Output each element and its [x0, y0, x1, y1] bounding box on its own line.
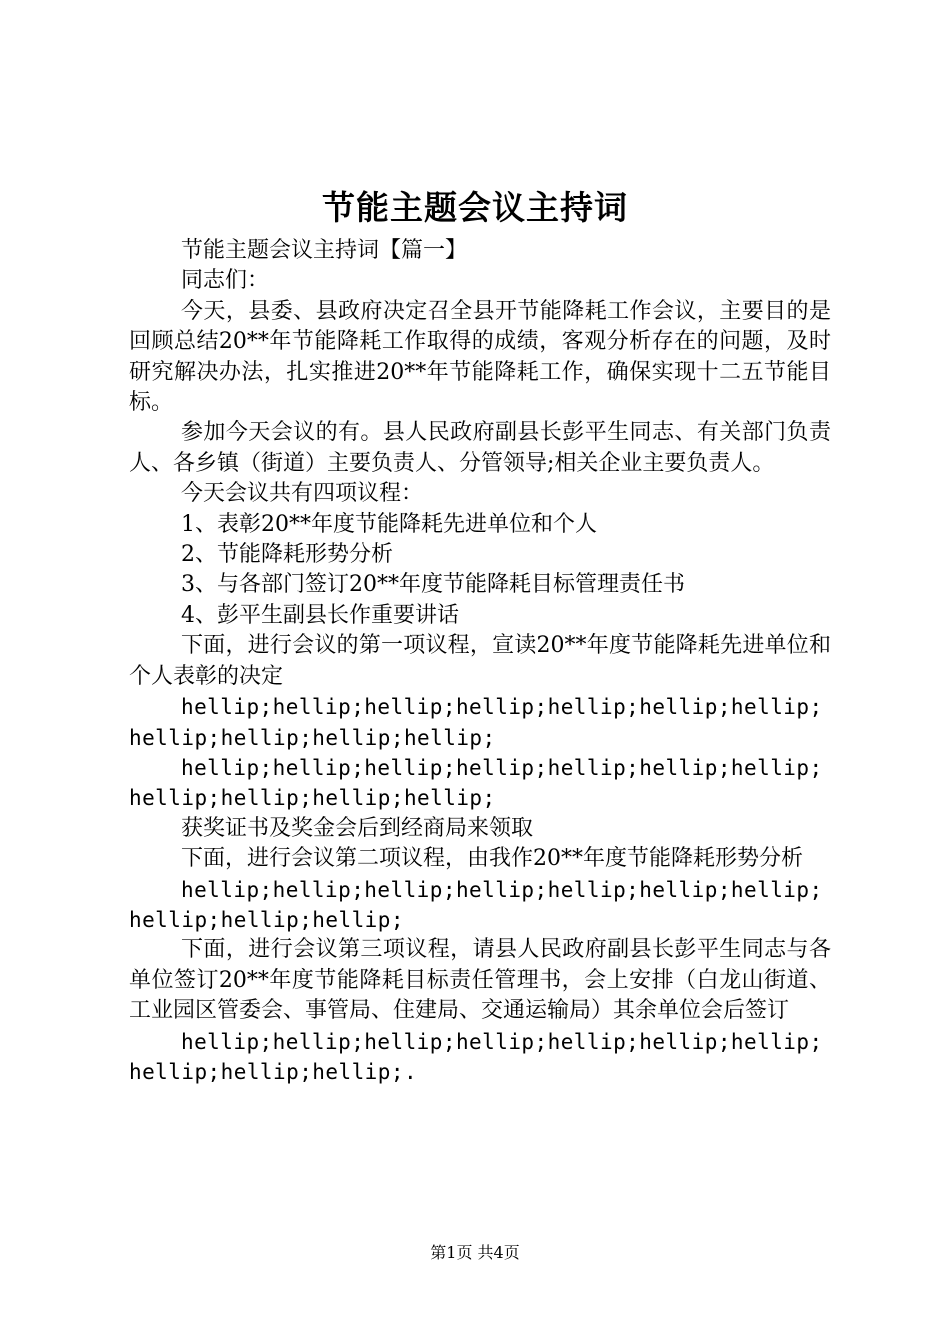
- page-footer: 第1页 共4页: [430, 1243, 520, 1262]
- paragraph-awards: 获奖证书及奖金会后到经商局来领取: [181, 815, 534, 841]
- paragraph-third-item: 下面，进行会议第三项议程，请县人民政府副县长彭平生同志与各单位签订20**年度节能降耗目标责任管理书，会上安排（白龙山街道、工业园区管委会、事管局、住建局、交通运输局）其余单位会后签订: [129, 937, 831, 1024]
- paragraph-greeting: 同志们：: [181, 268, 270, 294]
- document-body: [129, 236, 831, 1087]
- paragraph-ellipsis-4: hellip;hellip;hellip;hellip;hellip;hellip;hellip;hellip;hellip;hellip;.: [129, 1029, 823, 1084]
- agenda-item-2: 2、节能降耗形势分析: [181, 542, 393, 568]
- paragraph-second-item: 下面，进行会议第二项议程，由我作20**年度节能降耗形势分析: [181, 846, 803, 872]
- agenda-item-3: 3、与各部门签订20**年度节能降耗目标管理责任书: [181, 572, 685, 598]
- paragraph-first-item: 下面，进行会议的第一项议程，宣读20**年度节能降耗先进单位和个人表彰的决定: [129, 633, 831, 689]
- paragraph-heading: 节能主题会议主持词【篇一】: [181, 238, 468, 263]
- paragraph-attendees: 参加今天会议的有。县人民政府副县长彭平生同志、有关部门负责人、各乡镇（街道）主要负责人、分管领导;相关企业主要负责人。: [129, 420, 831, 476]
- paragraph-ellipsis-1: hellip;hellip;hellip;hellip;hellip;hellip;hellip;hellip;hellip;hellip;hellip;: [129, 695, 823, 750]
- paragraph-ellipsis-3: hellip;hellip;hellip;hellip;hellip;hellip;hellip;hellip;hellip;hellip;: [129, 877, 823, 932]
- agenda-item-1: 1、表彰20**年度节能降耗先进单位和个人: [181, 511, 597, 537]
- paragraph-intro: 今天，县委、县政府决定召全县开节能降耗工作会议，主要目的是回顾总结20**年节能降耗工作取得的成绩，客观分析存在的问题，及时研究解决办法，扎实推进20**年节能降耗工作，确保实现十二五节能目标。: [129, 298, 831, 416]
- agenda-item-4: 4、彭平生副县长作重要讲话: [181, 602, 459, 628]
- document-title: 节能主题会议主持词: [322, 188, 628, 227]
- paragraph-ellipsis-2: hellip;hellip;hellip;hellip;hellip;hellip;hellip;hellip;hellip;hellip;hellip;: [129, 755, 823, 811]
- paragraph-agenda-intro: 今天会议共有四项议程：: [181, 481, 424, 507]
